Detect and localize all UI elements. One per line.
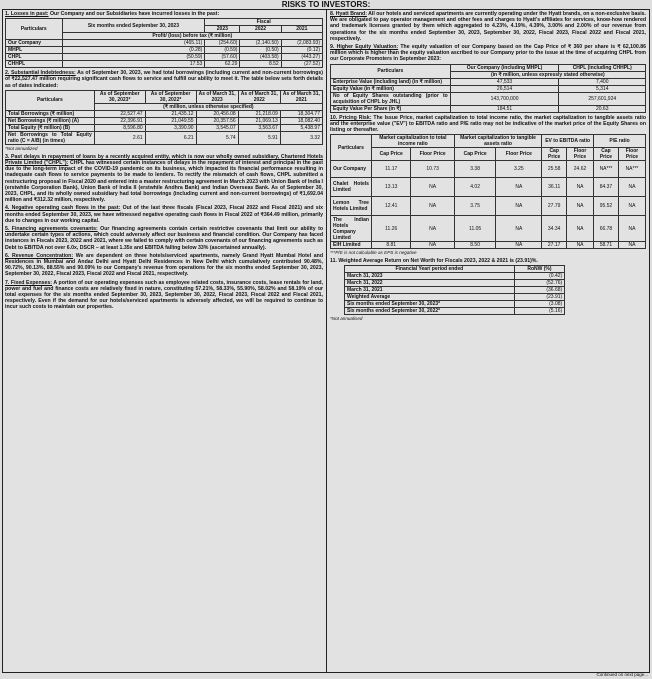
cell: 8.52 [240, 61, 281, 68]
cell: 6.21 [145, 131, 196, 144]
right-column [330, 11, 646, 324]
section-heading: 2. Substantial Indebtedness: [5, 70, 76, 77]
cell: 27.79 [542, 197, 567, 216]
section-pricing-risk [330, 115, 646, 257]
th-sub: Cap Price [594, 148, 619, 161]
indebtedness-table [5, 90, 323, 145]
cell: 3,390.90 [145, 124, 196, 131]
th-sub: Floor Price [618, 148, 645, 161]
th-unit: (in ₹ million, unless expressly stated otherwise) [450, 71, 645, 78]
cell: NA [567, 216, 594, 242]
cell: NA [496, 197, 542, 216]
row-label: The Indian Hotels Company Limited [331, 216, 372, 242]
th-ronw: RoNW (%) [514, 266, 564, 273]
row-label: Total Equity (₹ million) (B) [6, 124, 95, 131]
section-indebtedness [5, 70, 323, 152]
cell: 20.63 [559, 105, 646, 112]
cell: 4.02 [454, 178, 496, 197]
row-label: March 31, 2022 [345, 280, 515, 287]
th-particulars: Particulars [6, 90, 95, 110]
footnote: *Not annualised [330, 316, 363, 322]
cell: (3.08) [514, 301, 564, 308]
cell: 143,700,000 [450, 92, 559, 105]
th-six-months: Six months ended September 30, 2023 [62, 19, 205, 33]
cell: NA [618, 216, 645, 242]
cell: NA [618, 242, 645, 249]
th-unit: (₹ million, unless otherwise specified) [94, 103, 322, 110]
section-heading: 9. Higher Equity Valuation: [330, 44, 399, 51]
th-chpl: CHPL (including CHHPL) [559, 64, 646, 71]
th-group: Market capitalization to tangible assets ratio [454, 135, 541, 148]
th-col: As of September 30, 2023* [94, 90, 145, 103]
losses-table [5, 18, 323, 68]
th-particulars: Particulars [331, 135, 372, 161]
cell: (2,140.50) [240, 40, 281, 47]
section-text: Our Company and our Subsidiaries have incurred losses in the past: [48, 11, 220, 17]
section-text: Our financing agreements contain certain restrictive covenants that limit our ability to undertake certain types of actions, which could adversely affect our business and financial condition. Our Company has faced instances in Fiscals 2023, 2022 and 2021, where we failed to comply with certain covenants of our financing agreements such as Debt to EBITDA not over 6.0x, DSCR – at least 1.35x and EBITDA falling below 33% (ascertained annually). [5, 226, 323, 251]
table-row [345, 280, 565, 287]
cell: 24.62 [567, 161, 594, 178]
cell: (254.60) [205, 40, 240, 47]
row-label: March 31, 2021 [345, 287, 515, 294]
cell: (5.16) [514, 308, 564, 315]
cell: 3.25 [496, 161, 542, 178]
table-row [331, 197, 646, 216]
th-group: P/E ratio [594, 135, 646, 148]
cell: 5.91 [238, 131, 280, 144]
cell: (36.68) [514, 287, 564, 294]
table-row [331, 161, 646, 178]
section-text: We are dependent on three hotels/serviced apartments, namely Grand Hyatt Mumbai Hotel and Residences in Mumbai and Andaz Delhi and Hyatt Delhi Residences in New Delhi which cumulatively contributed 90.48%, 90.72%, 90.13%, 88.55% and 90.09% to our Company's revenue from operations for the six months ended September 30, 2023, September 30, 2022, Fiscal 2023, Fiscal 2022 and Fiscal 2021, respectively. [5, 252, 323, 278]
cell: NA [618, 178, 645, 197]
cell: (23.91) [514, 294, 564, 301]
cell: 3.32 [280, 131, 322, 144]
th-sub: Cap Price [371, 148, 411, 161]
section-text: A portion of our operating expenses such as employee related costs, insurance costs, lease rentals for land, power and fuel and finance costs are relatively fixed in nature, constituting 57.21%, 58.33%, 55.90%, 58.02% and 58.19% of our total expenses for the six months ended September 30, 2023, September 30, 2022, Fiscal 2023, Fiscal 2022 and Fiscal 2021, respectively. Even if the demand for our hotels/serviced apartments is adversely affected, we will be required to continue to incur such costs to maintain our properties. [5, 279, 323, 311]
cell: 62.29 [205, 61, 240, 68]
footnote: *Not annualized [5, 145, 38, 151]
table-row [345, 273, 565, 280]
cell: (0.42) [514, 273, 564, 280]
th-col: As of March 31, 2023 [196, 90, 238, 103]
table-row [331, 78, 646, 85]
th-fiscal: Fiscal [205, 19, 323, 26]
table-row [6, 40, 323, 47]
table-row [6, 47, 323, 54]
cell: 3,545.07 [196, 124, 238, 131]
row-label: Total Borrowings (₹ million) [6, 110, 95, 117]
section-heading: 8. Hyatt Brand: [330, 11, 367, 17]
cell: (52.76) [514, 280, 564, 287]
section-heading: 7. Fixed Expenses: [5, 279, 52, 286]
continued-note: Continued on next page... [596, 672, 648, 677]
left-column [5, 11, 323, 313]
cell: 95.52 [594, 197, 619, 216]
cell: 66.78 [594, 216, 619, 242]
section-ronw [330, 258, 646, 322]
cell: NA [496, 178, 542, 197]
th-profit-unit: Profit/ (loss) before tax (₹ million) [62, 33, 322, 40]
th-sub: Floor Price [496, 148, 542, 161]
section-text: 11. Weighted Average Return on Net Worth for Fiscals 2023, 2022 & 2021 is (23.91)%. [330, 258, 538, 265]
section-revenue-concentration [5, 253, 323, 278]
cell: 27.17 [542, 242, 567, 249]
cell: 5,314 [559, 85, 646, 92]
th-company: Our Company (including MHPL) [450, 64, 559, 71]
section-text: The Issue Price, market capitalization to total income ratio, the market capitalization to tangible assets ratio and the enterprise value ("EV") to EBITDA ratio and P/E ratio may not be indicative of the market price of the Equity Shares on listing or thereafter. [330, 114, 646, 134]
pricing-table [330, 134, 646, 249]
cell: NA [567, 197, 594, 216]
table-row [331, 216, 646, 242]
column-divider [326, 10, 327, 672]
th-col: As of September 30, 2022* [145, 90, 196, 103]
section-text: Out of the last three fiscals (Fiscal 2023, Fiscal 2022 and Fiscal 2021) and six months ended September 30, 2023, we have witnessed negative operating cash flows in Fiscal 2022 of ₹364.49 million, primarily due to changes in our working capital. [5, 205, 324, 224]
cell: 12.41 [371, 197, 411, 216]
cell: 5.74 [196, 131, 238, 144]
row-label: EIH Limited [331, 242, 372, 249]
table-row [331, 92, 646, 105]
table-row [6, 61, 323, 68]
table-row [331, 178, 646, 197]
cell: (57.60) [205, 54, 240, 61]
section-equity-valuation [330, 44, 646, 113]
section-hyatt-brand [330, 11, 646, 42]
th-year: 2021 [281, 26, 322, 33]
row-label: March 31, 2023 [345, 273, 515, 280]
th-sub: Cap Price [454, 148, 496, 161]
cell: (0.12) [281, 47, 322, 54]
cell: 58.71 [594, 242, 619, 249]
table-row [6, 54, 323, 61]
cell: 25.58 [542, 161, 567, 178]
cell: 8.81 [371, 242, 411, 249]
th-sub: Cap Price [542, 148, 567, 161]
cell: NA*** [618, 161, 645, 178]
th-particulars: Particulars [331, 64, 451, 78]
cell: 2.61 [94, 131, 145, 144]
cell: 18,082.40 [280, 117, 322, 124]
cell: 22,396.91 [94, 117, 145, 124]
th-period: Financial Year/ period ended [345, 266, 515, 273]
th-year: 2022 [240, 26, 281, 33]
row-label: CHPL [6, 54, 63, 61]
cell: 11.05 [454, 216, 496, 242]
cell: 3.75 [454, 197, 496, 216]
row-label: MHPL [6, 47, 63, 54]
section-heading: 1. Losses in past: [5, 11, 49, 17]
section-text: All our hotels and serviced apartments are currently operating under the Hyatt brands, on a non-exclusive basis. We are obligated to pay operator management and other fees and charges to Hyatt's affiliates for services, know-how rendered and trademark licenses granted by them which aggregated to 4.23%, 4.19%, 4.39%, 3.00% and 2.00% of our revenue from operations for the six months ended September 30, 2023, September 30, 2022, Fiscal 2023, Fiscal 2022 and Fiscal 2021, respectively. [330, 11, 646, 42]
row-label: Our Company [331, 161, 372, 178]
cell: NA*** [594, 161, 619, 178]
risk-box [2, 9, 650, 673]
cell: NA [496, 242, 542, 249]
cell: (27.52) [281, 61, 322, 68]
cell: 34.34 [542, 216, 567, 242]
cell: 8,596.80 [94, 124, 145, 131]
table-row [345, 287, 565, 294]
cell: 13.13 [371, 178, 411, 197]
cell: NA [567, 178, 594, 197]
cell: (0.28) [62, 47, 205, 54]
cell: 3.38 [454, 161, 496, 178]
cell: 22,527.47 [94, 110, 145, 117]
table-row [6, 131, 323, 144]
cell: 7,400 [559, 78, 646, 85]
row-label: Chalet Hotels Limited [331, 178, 372, 197]
row-label: Equity Value (in ₹ million) [331, 85, 451, 92]
section-text: As of September 30, 2023, we had total borrowings (including current and non-current borrowings) of ₹22,527.47 million requiring significant cash flows to service and fulfill our ability to meet it. The table below sets forth details as of dates indicated: [5, 70, 323, 89]
valuation-table [330, 64, 646, 113]
th-particulars: Particulars [6, 19, 63, 40]
th-col: As of March 31, 2021 [280, 90, 322, 103]
table-row [345, 294, 565, 301]
cell: 8.50 [454, 242, 496, 249]
cell: 10.73 [411, 161, 454, 178]
row-label: Lemon Tree Hotels Limited [331, 197, 372, 216]
row-label: Weighted Average [345, 294, 515, 301]
section-text: CHPL has witnessed certain instances of delays in the repayment of interest and principal in the past due to the long-term impact of the COVID-19 pandemic on its business, which impacted its financial performance resulting in inadequate cash flows to service payments to be made to lenders. To rectify the mismatch of cash flows, CHPL submitted a restructuring proposal in Fiscal 2020 and entered into a master restructuring agreement in March 2023 with Union Bank of India I (erstwhile Corporation Bank), Union Bank of India II (erstwhile Andhra Bank) and Indian Overseas Bank. As of September 30, 2023, CHPL, and its wholly owned subsidiary had total borrowings (including current and non-current borrowings) of ₹1,692.04 million and ₹312.32 million, respectively. [5, 160, 323, 204]
cell: NA [411, 197, 454, 216]
cell: NA [567, 242, 594, 249]
table-row [6, 124, 323, 131]
th-sub: Floor Price [411, 148, 454, 161]
cell: 84.37 [594, 178, 619, 197]
row-label: Six months ended September 30, 2023* [345, 301, 515, 308]
cell: 11.26 [371, 216, 411, 242]
th-sub: Floor Price [567, 148, 594, 161]
cell: (465.11) [62, 40, 205, 47]
section-negative-cash-flows [5, 205, 323, 224]
table-row [6, 110, 323, 117]
cell: 47,533 [450, 78, 559, 85]
section-heading: 3. Past delays in repayment of loans by a recently acquired entity, which is now our wholly owned subsidiary, Chartered Hotels Private Limited ("CHPL"): [5, 153, 323, 167]
section-fixed-expenses [5, 280, 323, 311]
cell: (2,083.93) [281, 40, 322, 47]
page-title: RISKS TO INVESTORS: [281, 0, 371, 9]
th-group: Market capitalization to total income ratio [371, 135, 454, 148]
section-heading: 10. Pricing Risk: [330, 114, 372, 121]
cell: 18,304.77 [280, 110, 322, 117]
cell: 5,438.97 [280, 124, 322, 131]
section-heading: 4. Negative operating cash flows in the past: [5, 205, 121, 212]
section-heading: 5. Financing agreements covenants: [5, 226, 98, 233]
row-label: Net Borrowings (₹ million) (A) [6, 117, 95, 124]
section-losses [5, 11, 323, 68]
row-label: Six months ended September 30, 2022* [345, 308, 515, 315]
row-label: Net Borrowings to Total Equity ratio (C = A/B) (in times) [6, 131, 95, 144]
table-row [331, 85, 646, 92]
cell: 11.17 [371, 161, 411, 178]
cell: 21,049.55 [145, 117, 196, 124]
th-group: EV to EBITDA ratio [542, 135, 594, 148]
cell: 36.11 [542, 178, 567, 197]
table-row [331, 242, 646, 249]
cell: NA [411, 216, 454, 242]
cell: 20,456.08 [196, 110, 238, 117]
cell: NA [496, 216, 542, 242]
cell: 184.51 [450, 105, 559, 112]
row-label: Our Company [6, 40, 63, 47]
table-row [345, 301, 565, 308]
cell: 26,514 [450, 85, 559, 92]
table-row [6, 117, 323, 124]
cell: (443.27) [281, 54, 322, 61]
row-label: CHHPL [6, 61, 63, 68]
cell: NA [411, 242, 454, 249]
cell: 21,218.09 [238, 110, 280, 117]
footnote: ***P/E is not calculable as EPS is negative [330, 250, 417, 256]
section-past-delays [5, 154, 323, 204]
section-text: The equity valuation of our Company based on the Cap Price of ₹ 360 per share is ₹ 62,100.86 million which is higher than the equity valuation ascribed to our Company prior to the issue at the time of acquiring CHPL from our Corporate Promoters in September 2023: [330, 44, 646, 63]
section-heading: 6. Revenue Concentration: [5, 252, 74, 259]
th-col: As of March 31, 2022 [238, 90, 280, 103]
cell: NA [618, 197, 645, 216]
ronw-table [344, 265, 565, 315]
row-label: No of Equity Shares outstanding (prior to acquisition of CHPL by JHL) [331, 92, 451, 105]
cell: 21,069.13 [238, 117, 280, 124]
cell: (403.58) [240, 54, 281, 61]
cell: 17.53 [62, 61, 205, 68]
section-financing-covenants [5, 226, 323, 251]
cell: 257,601,924 [559, 92, 646, 105]
th-year: 2023 [205, 26, 240, 33]
cell: NA [411, 178, 454, 197]
cell: (0.59) [205, 47, 240, 54]
cell: 3,563.67 [238, 124, 280, 131]
cell: 21,435.12 [145, 110, 196, 117]
cell: 20,357.56 [196, 117, 238, 124]
row-label: Equity Value Per Share (in ₹) [331, 105, 451, 112]
table-row [331, 105, 646, 112]
table-row [345, 308, 565, 315]
cell: (50.59) [62, 54, 205, 61]
cell: (0.50) [240, 47, 281, 54]
row-label: Enterprise Value (including land) (in ₹ million) [331, 78, 451, 85]
